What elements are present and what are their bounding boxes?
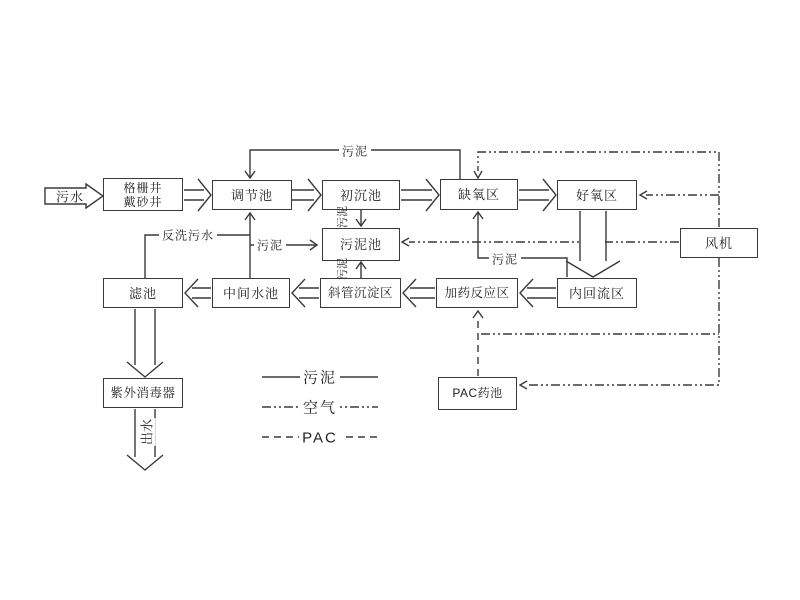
- grit-well-label-line2: 戴砂井: [123, 194, 163, 209]
- grit-well-label-line1: 格栅井: [123, 180, 163, 195]
- block-arrow-primary-to-anoxic: [401, 179, 439, 211]
- anoxic-zone-box: [440, 179, 518, 210]
- legend-label-pac: PAC: [299, 430, 341, 447]
- sludge-tank-box: [322, 228, 400, 261]
- pac-line-pac-tank-to-dosing: [473, 311, 483, 376]
- legend-label-air: 空气: [300, 397, 340, 418]
- dosing-reaction-zone-label: 加药反应区: [444, 285, 510, 300]
- block-arrow-settling-to-intermediate: [292, 279, 319, 307]
- sludge-line-settling-to-sludge-tank: [356, 262, 366, 278]
- inlet-flow-label: 污水: [55, 189, 85, 205]
- inclined-tube-settling-zone-box: [320, 278, 401, 308]
- uv-disinfector-label: 紫外消毒器: [110, 385, 176, 400]
- outlet-flow-label: 出水: [137, 418, 156, 446]
- block-arrow-grit-to-regulation: [184, 179, 211, 211]
- sludge-label-settling: 污泥: [337, 258, 349, 280]
- blower-box: [680, 228, 758, 258]
- sludge-label-intermediate: 污泥: [254, 237, 286, 254]
- blower-label: 风机: [704, 235, 733, 251]
- filter-tank-box: [103, 278, 183, 308]
- sludge-label-recycle: 污泥: [489, 251, 521, 268]
- uv-disinfector-box: [103, 378, 183, 408]
- intermediate-tank-box: [212, 278, 290, 308]
- anoxic-zone-label: 缺氧区: [457, 187, 500, 202]
- pac-tank-label: PAC药池: [452, 386, 503, 400]
- intermediate-tank-label: 中间水池: [222, 285, 279, 301]
- grit-well-box: [103, 178, 183, 211]
- aerobic-zone-box: [557, 180, 637, 210]
- internal-recycle-zone-label: 内回流区: [568, 285, 625, 301]
- block-arrow-dosing-to-settling: [403, 279, 435, 307]
- dosing-reaction-zone-box: [436, 278, 518, 308]
- sludge-line-primary-to-sludge-tank: [356, 210, 366, 226]
- backwash-label: 反洗污水: [159, 227, 217, 244]
- backwash-line-filter-to-regulation: [145, 213, 255, 278]
- filter-tank-label: 滤池: [128, 285, 157, 301]
- inclined-tube-settling-zone-label: 斜管沉淀区: [327, 285, 393, 300]
- block-arrow-regulation-to-primary: [291, 179, 321, 211]
- block-arrow-aerobic-to-recycle: [566, 211, 620, 277]
- legend-label-sludge: 污泥: [300, 367, 340, 388]
- sludge-label-primary: 污泥: [337, 206, 349, 228]
- regulation-tank-box: [212, 180, 292, 210]
- air-line-blower-to-sludge-tank: [402, 238, 679, 246]
- block-arrow-filter-to-uv: [127, 309, 163, 377]
- aerobic-zone-label: 好氧区: [575, 187, 618, 203]
- internal-recycle-zone-box: [557, 278, 637, 308]
- block-arrow-recycle-to-dosing: [520, 279, 556, 307]
- sludge-label-top-return: 污泥: [339, 143, 371, 160]
- block-arrow-anoxic-to-aerobic: [519, 179, 556, 211]
- primary-sedimentation-tank-label: 初沉池: [339, 187, 382, 203]
- air-line-blower-to-aerobic: [640, 191, 719, 199]
- pac-tank-box: [438, 377, 517, 410]
- sludge-tank-label: 污泥池: [339, 237, 382, 252]
- regulation-tank-label: 调节池: [230, 187, 273, 203]
- block-arrow-intermediate-to-filter: [185, 279, 211, 307]
